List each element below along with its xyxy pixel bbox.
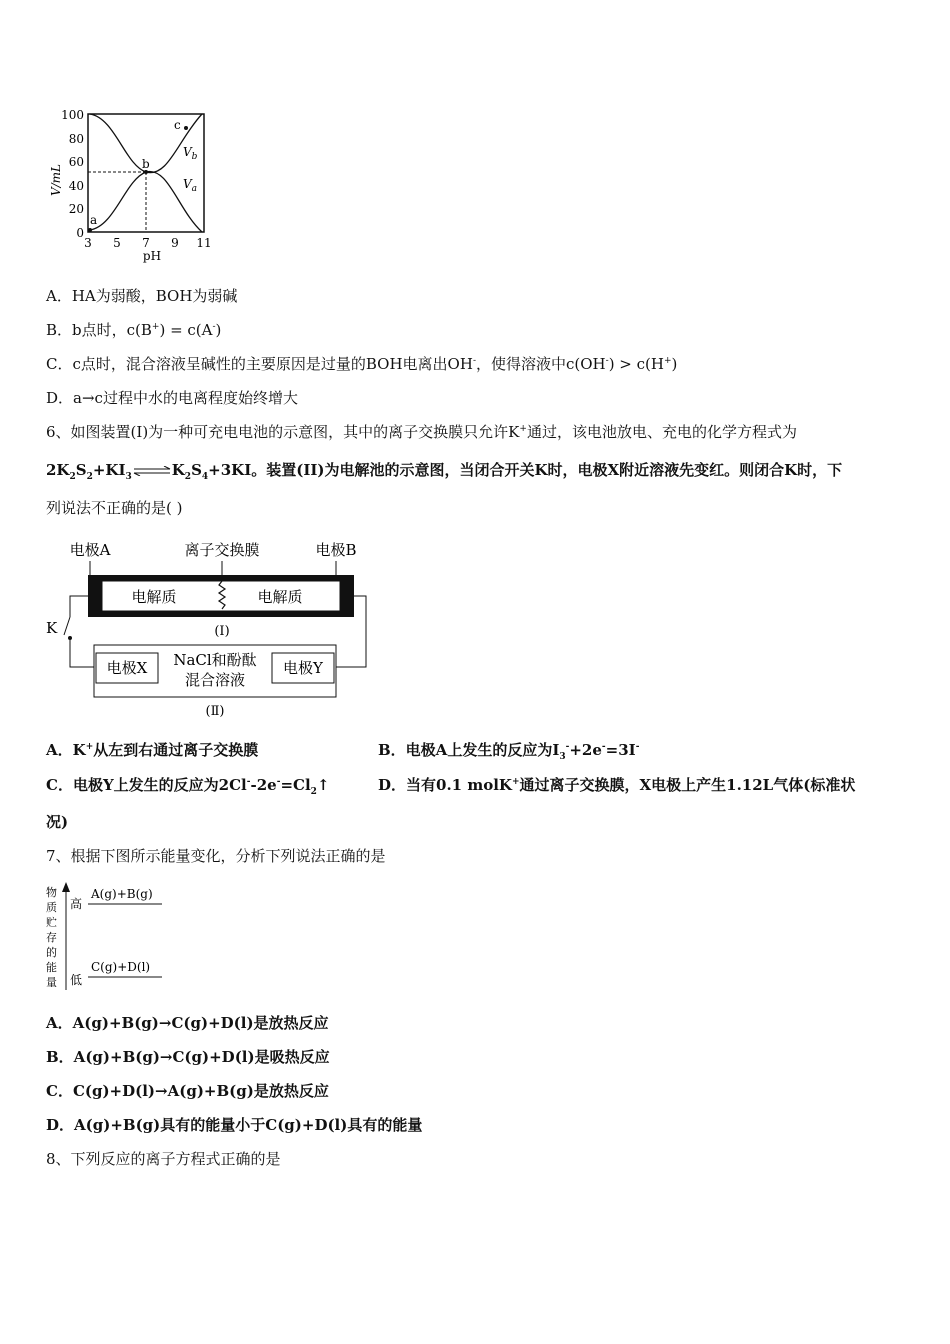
titration-curve-figure xyxy=(40,100,230,270)
q5-option-c: C．c点时，混合溶液呈碱性的主要原因是过量的BOH电离出OH-，使得溶液中c(OH-) > c(H+) xyxy=(46,355,678,373)
lower-level-label: C(g)+D(l) xyxy=(91,960,151,974)
energy-diagram xyxy=(44,880,174,995)
y-tick-80: 80 xyxy=(68,132,84,146)
x-axis-label: pH xyxy=(142,249,162,263)
q6-option-d-continued: 况) xyxy=(46,813,69,831)
energy-axis-char-6: 能 xyxy=(46,961,57,974)
y-tick-0: 0 xyxy=(76,226,84,240)
energy-axis-char-1: 物 xyxy=(46,886,57,899)
q6-option-a: A．K+从左到右通过离子交换膜 xyxy=(46,741,259,759)
vb-curve-label: $V_b$ xyxy=(183,145,198,162)
y-tick-40: 40 xyxy=(68,179,84,193)
point-a-label: a xyxy=(90,213,98,227)
q6-option-d: D．当有0.1 molK+通过离子交换膜，X电极上产生1.12L气体(标准状 xyxy=(378,776,856,794)
y-tick-100: 100 xyxy=(61,108,84,122)
solution-line2: 混合溶液 xyxy=(184,671,246,689)
electrolyte-left: 电解质 xyxy=(131,588,177,606)
cell-ii-label: (Ⅱ) xyxy=(205,704,225,719)
point-c-label: c xyxy=(174,118,181,132)
va-curve-label: $V_a$ xyxy=(183,177,198,194)
q5-option-b: B．b点时，c(B+) = c(A-) xyxy=(46,321,222,339)
q6-option-b: B．电极A上发生的反应为$I_3^-+2e^-=3I^-$ xyxy=(378,741,640,762)
x-tick-11: 11 xyxy=(196,236,212,250)
point-b-label: b xyxy=(142,157,150,171)
q7-option-b: B．A(g)+B(g)→C(g)+D(l)是吸热反应 xyxy=(46,1048,330,1066)
high-label: 高 xyxy=(70,897,83,911)
x-tick-9: 9 xyxy=(171,236,179,250)
q6-option-c: C．电极Y上发生的反应为$2Cl^--2e^-=Cl_2↑$ xyxy=(46,776,330,797)
q7-option-d: D．A(g)+B(g)具有的能量小于C(g)+D(l)具有的能量 xyxy=(46,1116,423,1134)
q7-option-c: C．C(g)+D(l)→A(g)+B(g)是放热反应 xyxy=(46,1082,329,1100)
energy-axis-char-3: 贮 xyxy=(46,916,57,929)
q8-stem: 8、下列反应的离子方程式正确的是 xyxy=(46,1150,281,1168)
q6-stem-line3: 列说法不正确的是( ) xyxy=(46,499,183,517)
x-tick-3: 3 xyxy=(84,236,92,250)
electrode-b-label: 电极B xyxy=(315,541,357,559)
cell-i-label: (Ⅰ) xyxy=(214,624,230,639)
q5-option-a: A．HA为弱酸，BOH为弱碱 xyxy=(46,287,238,305)
solution-line1: NaCl和酚酞 xyxy=(173,651,257,669)
battery-electrolysis-figure xyxy=(40,535,380,725)
switch-k-label: K xyxy=(46,619,58,637)
low-label: 低 xyxy=(70,973,83,987)
membrane-label: 离子交换膜 xyxy=(184,541,260,559)
q5-option-d: D．a→c过程中水的电离程度始终增大 xyxy=(46,389,298,407)
y-tick-60: 60 xyxy=(68,155,84,169)
energy-axis-char-4: 存 xyxy=(46,931,57,944)
x-tick-7: 7 xyxy=(142,236,150,250)
upper-level-label: A(g)+B(g) xyxy=(91,887,153,901)
electrolyte-right: 电解质 xyxy=(257,588,303,606)
q7-stem: 7、根据下图所示能量变化，分析下列说法正确的是 xyxy=(46,847,386,865)
energy-axis-char-2: 质 xyxy=(46,901,57,914)
q7-option-a: A．A(g)+B(g)→C(g)+D(l)是放热反应 xyxy=(46,1014,329,1032)
y-axis-label: V/mL xyxy=(49,163,63,197)
electrode-y-label: 电极Y xyxy=(283,659,323,677)
electrode-x-label: 电极X xyxy=(106,659,148,677)
x-tick-5: 5 xyxy=(113,236,121,250)
energy-axis-char-5: 的 xyxy=(46,946,57,959)
q6-stem-line1: 6、如图装置(I)为一种可充电电池的示意图，其中的离子交换膜只允许K+通过，该电池放电、充电的化学方程式为 xyxy=(46,423,797,441)
electrode-a-label: 电极A xyxy=(69,541,111,559)
y-tick-20: 20 xyxy=(68,202,84,216)
energy-axis-char-7: 量 xyxy=(46,976,57,989)
reversible-arrow xyxy=(132,461,172,481)
q6-equation-line: $2K_2S_2+KI_3$ $K_2S_4+3KI$。装置(II)为电解池的示意图，当闭合开关K时，电极X附近溶液先变红。则闭合K时，下 xyxy=(46,461,843,482)
